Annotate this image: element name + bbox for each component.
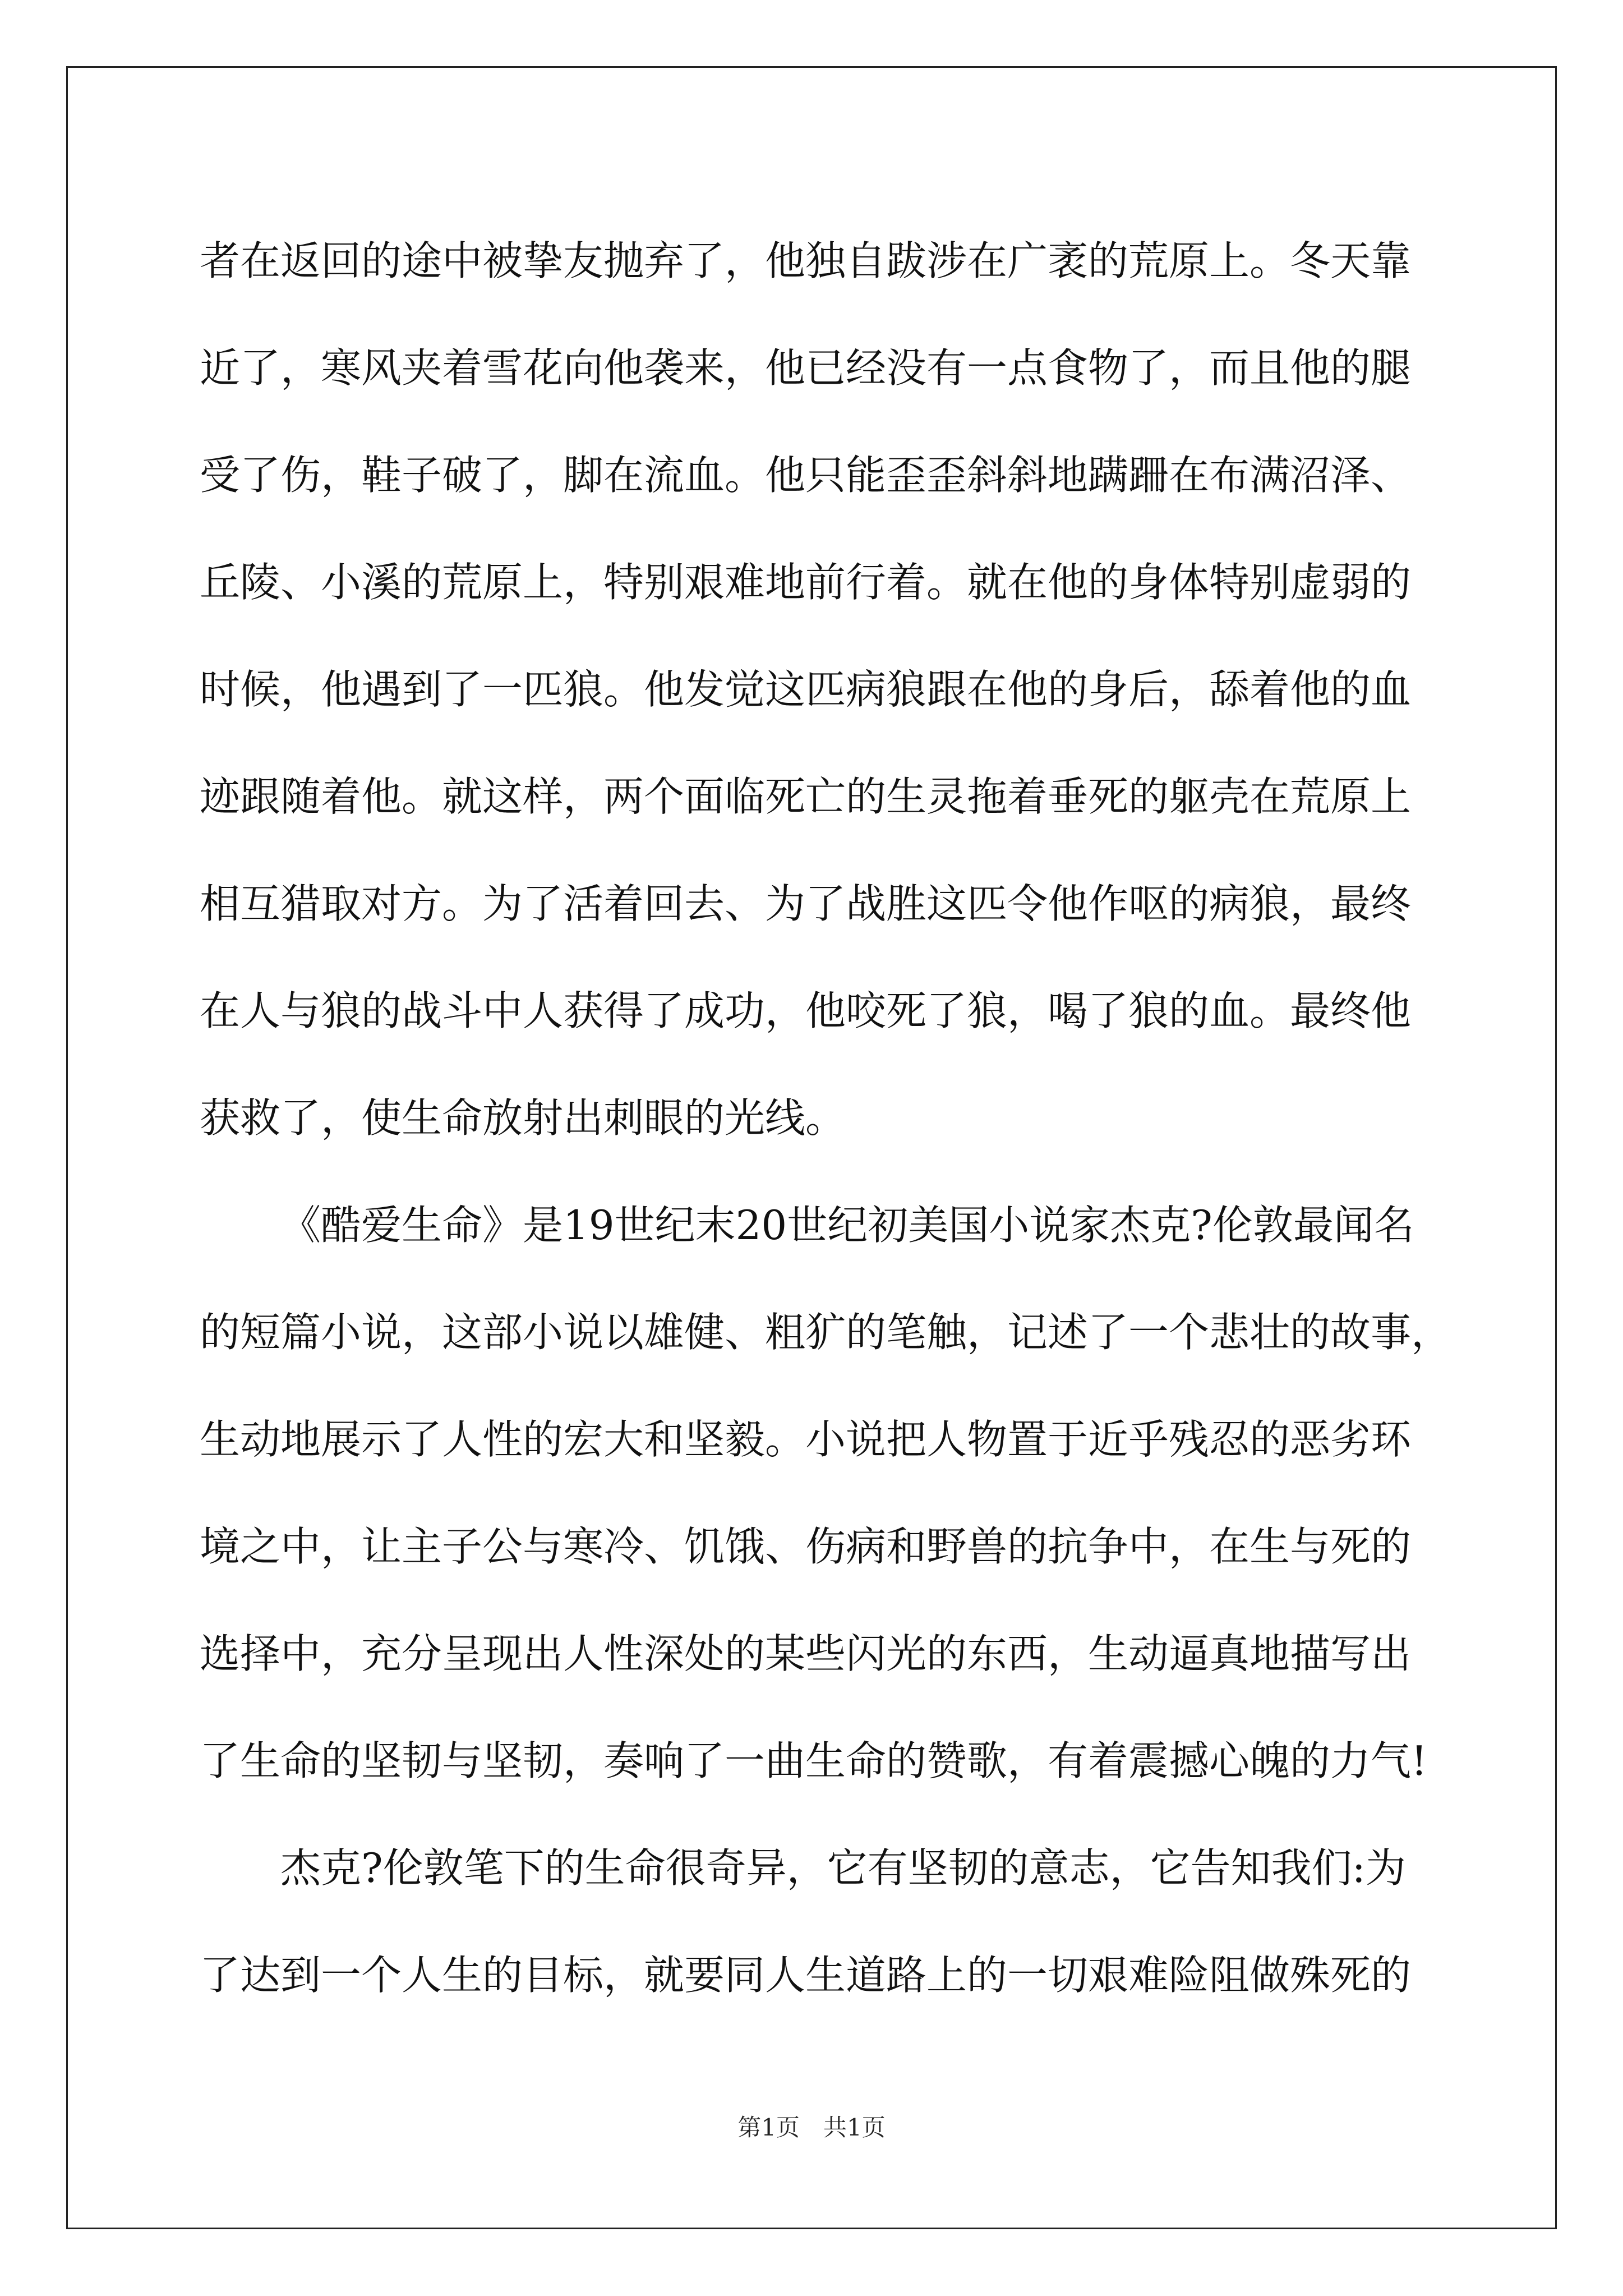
text-line: 受了伤，鞋子破了，脚在流血。他只能歪歪斜斜地蹒跚在布满沼泽、 xyxy=(200,452,1412,499)
text-line: 迹跟随着他。就这样，两个面临死亡的生灵拖着垂死的躯壳在荒原上 xyxy=(200,773,1412,820)
text-line: 获救了，使生命放射出刺眼的光线。 xyxy=(200,1094,846,1142)
text-line: 时候，他遇到了一匹狼。他发觉这匹病狼跟在他的身后，舔着他的血 xyxy=(200,666,1412,713)
text-line: 生动地展示了人性的宏大和坚毅。小说把人物置于近乎残忍的恶劣环 xyxy=(200,1416,1412,1463)
text-line: 了生命的坚韧与坚韧，奏响了一曲生命的赞歌，有着震撼心魄的力气! xyxy=(200,1737,1427,1784)
document-body xyxy=(200,208,1452,2029)
text-line: 者在返回的途中被挚友抛弃了，他独自跋涉在广袤的荒原上。冬天靠 xyxy=(200,237,1412,284)
paragraph-start-line: 杰克?伦敦笔下的生命很奇异，它有坚韧的意志，它告知我们:为 xyxy=(280,1844,1406,1892)
text-line: 的短篇小说，这部小说以雄健、粗犷的笔触，记述了一个悲壮的故事， xyxy=(200,1309,1452,1356)
text-line: 了达到一个人生的目标，就要同人生道路上的一切艰难险阻做殊死的 xyxy=(200,1952,1412,1999)
text-line: 境之中，让主子公与寒冷、饥饿、伤病和野兽的抗争中，在生与死的 xyxy=(200,1523,1412,1570)
paragraph-start-line: 《酷爱生命》是19世纪末20世纪初美国小说家杰克?伦敦最闻名 xyxy=(280,1202,1414,1249)
text-line: 近了，寒风夹着雪花向他袭来，他已经没有一点食物了，而且他的腿 xyxy=(200,344,1412,392)
text-line: 丘陵、小溪的荒原上，特别艰难地前行着。就在他的身体特别虚弱的 xyxy=(200,559,1412,606)
page-number-footer: 第1页 共1页 xyxy=(737,2114,886,2141)
text-line: 选择中，充分呈现出人性深处的某些闪光的东西，生动逼真地描写出 xyxy=(200,1630,1412,1677)
text-line: 相互猎取对方。为了活着回去、为了战胜这匹令他作呕的病狼，最终 xyxy=(200,880,1412,927)
text-line: 在人与狼的战斗中人获得了成功，他咬死了狼，喝了狼的血。最终他 xyxy=(200,987,1412,1034)
